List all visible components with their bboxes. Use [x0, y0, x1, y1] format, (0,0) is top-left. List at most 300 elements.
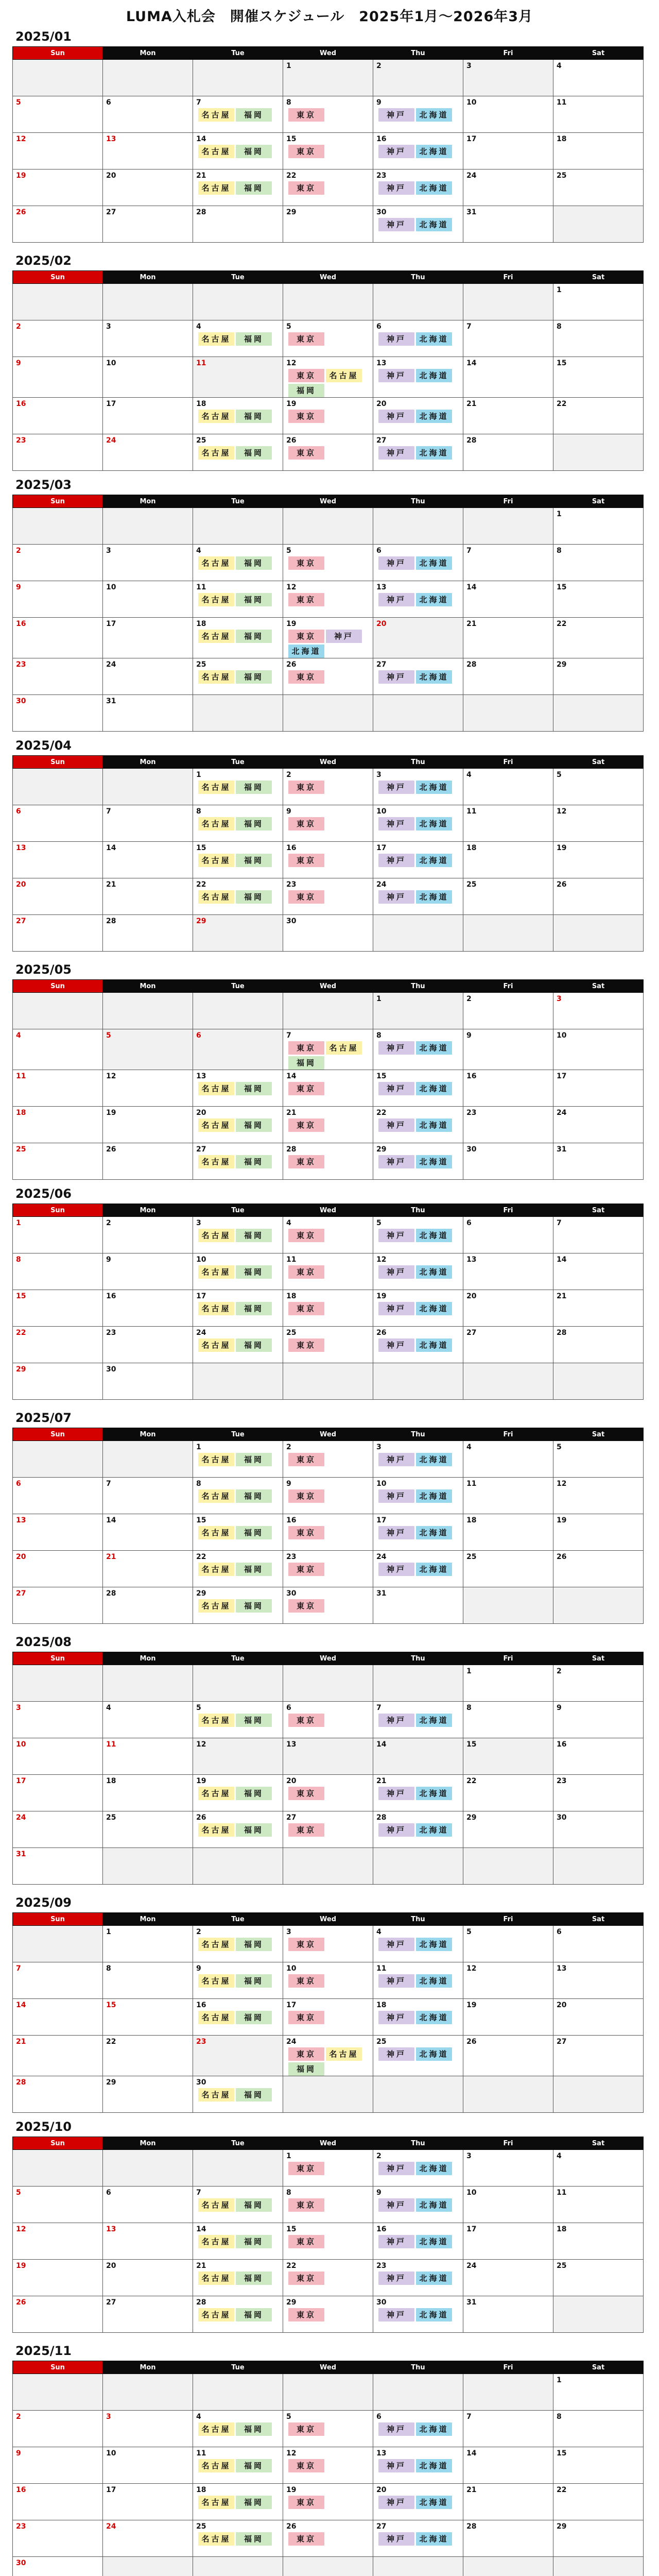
hokkaido-tag: 北海道: [416, 446, 452, 460]
day-cell: [193, 545, 283, 581]
day-number: 19: [16, 172, 26, 180]
event-tags: [373, 180, 463, 195]
weekday-header: Sun: [13, 2361, 103, 2374]
day-number: 8: [557, 547, 562, 555]
day-number: 8: [557, 323, 562, 331]
day-number: 11: [557, 2189, 567, 2197]
nagoya-tag: 名古屋: [198, 2011, 234, 2024]
day-number: 31: [376, 1589, 387, 1598]
day-cell: [463, 2447, 553, 2484]
event-tags: [373, 1713, 463, 1727]
event-tags: [193, 889, 283, 904]
week-row: [13, 2223, 644, 2260]
nagoya-tag: 名古屋: [198, 1155, 234, 1168]
day-cell: [13, 2076, 103, 2113]
day-number: 12: [466, 1964, 477, 1973]
day-cell: [373, 1962, 463, 1999]
fukuoka-tag: 福岡: [236, 1823, 272, 1837]
day-cell: [373, 545, 463, 581]
hokkaido-tag: 北海道: [416, 218, 452, 231]
day-number: 15: [557, 2449, 567, 2458]
day-number: 4: [196, 323, 201, 331]
week-row: [13, 2484, 644, 2520]
day-number: 28: [16, 2078, 26, 2087]
day-cell: [283, 1811, 373, 1848]
month-calendar: [12, 1204, 644, 1400]
day-cell: [193, 769, 283, 805]
day-number: 11: [196, 359, 206, 367]
day-cell: [553, 842, 644, 878]
day-cell: [463, 878, 553, 915]
weekday-header: Thu: [373, 2137, 463, 2150]
day-cell: [463, 320, 553, 357]
empty-cell: [103, 1441, 193, 1478]
tokyo-tag: 東京: [288, 2308, 324, 2321]
weekday-header: Sun: [13, 47, 103, 60]
day-number: 13: [196, 1072, 206, 1080]
empty-cell: [13, 284, 103, 320]
day-cell: [283, 1478, 373, 1514]
day-cell: [103, 398, 193, 434]
fukuoka-tag: 福岡: [236, 2272, 272, 2285]
day-cell: [463, 2260, 553, 2296]
fukuoka-tag: 福岡: [236, 2532, 272, 2546]
day-number: 15: [286, 2225, 297, 2233]
day-number: 22: [16, 1329, 26, 1337]
day-number: 14: [196, 135, 206, 143]
day-cell: [463, 1551, 553, 1587]
week-row: [13, 2374, 644, 2411]
day-cell: [13, 1327, 103, 1363]
event-tags: [193, 1937, 283, 1951]
day-cell: [283, 1327, 373, 1363]
day-number: 1: [286, 2152, 291, 2160]
day-number: 25: [286, 1329, 297, 1337]
day-number: 16: [16, 620, 26, 628]
week-row: [13, 96, 644, 133]
nagoya-tag: 名古屋: [198, 890, 234, 904]
event-tags: [373, 889, 463, 904]
week-row: [13, 2520, 644, 2557]
event-tags: [283, 1337, 373, 1352]
week-row: [13, 1665, 644, 1702]
nagoya-tag: 名古屋: [198, 410, 234, 423]
month-calendar: [12, 46, 644, 243]
weekday-header: Mon: [103, 756, 193, 769]
fukuoka-tag: 福岡: [236, 781, 272, 794]
day-number: 10: [466, 2189, 477, 2197]
day-cell: [103, 878, 193, 915]
day-cell: [103, 581, 193, 618]
day-number: 3: [466, 62, 472, 70]
event-tags: [373, 2495, 463, 2509]
day-number: 29: [196, 917, 206, 925]
day-cell: [373, 434, 463, 471]
day-number: 27: [376, 660, 387, 669]
day-number: 26: [286, 436, 297, 445]
fukuoka-tag: 福岡: [236, 1155, 272, 1168]
week-row: [13, 1253, 644, 1290]
day-cell: [283, 320, 373, 357]
event-tags: [193, 816, 283, 831]
day-cell: [283, 878, 373, 915]
day-cell: [103, 1029, 193, 1070]
event-tags: [193, 853, 283, 867]
week-row: [13, 2187, 644, 2223]
day-cell: [463, 1253, 553, 1290]
day-number: 24: [557, 1109, 567, 1117]
hokkaido-tag: 北海道: [416, 2308, 452, 2321]
day-number: 26: [466, 2038, 477, 2046]
day-cell: [193, 1514, 283, 1551]
day-cell: [193, 2296, 283, 2333]
day-cell: [283, 1999, 373, 2036]
day-number: 13: [376, 583, 387, 591]
day-cell: [553, 357, 644, 398]
day-number: 22: [557, 620, 567, 628]
week-row: [13, 170, 644, 206]
day-cell: [553, 1070, 644, 1107]
nagoya-tag: 名古屋: [198, 1489, 234, 1503]
event-tags: [283, 2010, 373, 2024]
day-cell: [103, 1253, 193, 1290]
day-number: 8: [286, 98, 291, 107]
fukuoka-tag: 福岡: [236, 1302, 272, 1315]
empty-cell: [283, 1848, 373, 1885]
tokyo-tag: 東京: [288, 1302, 324, 1315]
day-cell: [13, 1143, 103, 1180]
week-row: [13, 1363, 644, 1400]
hokkaido-tag: 北海道: [416, 890, 452, 904]
event-tags: [193, 2010, 283, 2024]
week-row: [13, 581, 644, 618]
day-number: 23: [557, 1777, 567, 1785]
day-number: 2: [376, 62, 381, 70]
day-number: 29: [466, 1814, 477, 1822]
tokyo-tag: 東京: [288, 369, 324, 382]
event-tags: [283, 1937, 373, 1951]
kobe-tag: 神戸: [378, 556, 414, 570]
day-cell: [373, 96, 463, 133]
day-number: 11: [466, 807, 477, 816]
month-section: [12, 1184, 644, 1400]
nagoya-tag: 名古屋: [198, 1714, 234, 1727]
week-row: [13, 206, 644, 243]
event-tags: [283, 1081, 373, 1095]
day-cell: [13, 1363, 103, 1400]
day-number: 26: [557, 880, 567, 889]
weekday-header: Wed: [283, 271, 373, 284]
day-number: 18: [106, 1777, 116, 1785]
event-tags: [373, 2307, 463, 2321]
day-cell: [373, 320, 463, 357]
weekday-header: Sun: [13, 495, 103, 508]
empty-cell: [193, 2374, 283, 2411]
weekday-header: Fri: [463, 2137, 553, 2150]
day-number: 30: [286, 917, 297, 925]
weekday-header: Wed: [283, 756, 373, 769]
event-tags: [373, 368, 463, 382]
day-number: 19: [376, 1292, 387, 1300]
month-calendar: [12, 979, 644, 1180]
tokyo-tag: 東京: [288, 2011, 324, 2024]
event-tags: [283, 816, 373, 831]
day-cell: [103, 1217, 193, 1253]
day-number: 24: [376, 1553, 387, 1561]
day-number: 19: [106, 1109, 116, 1117]
event-tags: [283, 889, 373, 904]
event-tags: [283, 629, 373, 658]
nagoya-tag: 名古屋: [198, 630, 234, 643]
day-number: 26: [16, 2298, 26, 2307]
kobe-tag: 神戸: [378, 1338, 414, 1352]
day-number: 27: [106, 208, 116, 216]
day-number: 20: [376, 620, 387, 628]
day-cell: [193, 2260, 283, 2296]
day-cell: [103, 133, 193, 170]
weekday-header: Tue: [193, 1204, 283, 1217]
day-cell: [553, 96, 644, 133]
day-number: 30: [16, 2559, 26, 2567]
event-tags: [283, 1786, 373, 1800]
day-cell: [463, 1029, 553, 1070]
day-cell: [193, 1775, 283, 1811]
day-cell: [283, 1702, 373, 1738]
day-number: 26: [376, 1329, 387, 1337]
day-number: 11: [557, 98, 567, 107]
day-cell: [373, 993, 463, 1029]
event-tags: [193, 1228, 283, 1242]
empty-cell: [103, 2557, 193, 2576]
event-tags: [373, 1154, 463, 1168]
weekday-header-row: [13, 2137, 644, 2150]
week-row: [13, 1587, 644, 1624]
day-cell: [553, 1702, 644, 1738]
hokkaido-tag: 北海道: [416, 2198, 452, 2212]
event-tags: [283, 1525, 373, 1539]
day-number: 8: [106, 1964, 111, 1973]
day-cell: [373, 878, 463, 915]
day-cell: [13, 1738, 103, 1775]
day-number: 19: [286, 620, 297, 628]
fukuoka-tag: 福岡: [236, 1787, 272, 1800]
hokkaido-tag: 北海道: [416, 1489, 452, 1503]
day-cell: [373, 170, 463, 206]
week-row: [13, 805, 644, 842]
day-cell: [193, 1327, 283, 1363]
day-cell: [193, 434, 283, 471]
day-number: 6: [196, 1031, 201, 1040]
day-cell: [103, 434, 193, 471]
nagoya-tag: 名古屋: [326, 2047, 362, 2061]
event-tags: [193, 1154, 283, 1168]
empty-cell: [193, 1363, 283, 1400]
day-number: 25: [466, 880, 477, 889]
day-number: 31: [16, 1850, 26, 1858]
week-row: [13, 2447, 644, 2484]
day-cell: [103, 2223, 193, 2260]
fukuoka-tag: 福岡: [236, 2011, 272, 2024]
fukuoka-tag: 福岡: [236, 1714, 272, 1727]
month-calendar: [12, 2137, 644, 2333]
nagoya-tag: 名古屋: [198, 1302, 234, 1315]
day-cell: [13, 805, 103, 842]
day-number: 27: [376, 436, 387, 445]
day-number: 15: [196, 1516, 206, 1524]
fukuoka-tag: 福岡: [236, 1453, 272, 1466]
hokkaido-tag: 北海道: [416, 2422, 452, 2436]
day-cell: [373, 1999, 463, 2036]
weekday-header: Sat: [553, 980, 644, 993]
weekday-header: Sat: [553, 2361, 644, 2374]
day-cell: [283, 398, 373, 434]
event-tags: [373, 409, 463, 423]
day-cell: [103, 842, 193, 878]
week-row: [13, 1217, 644, 1253]
day-cell: [553, 1217, 644, 1253]
day-number: 12: [16, 135, 26, 143]
day-cell: [13, 1290, 103, 1327]
day-number: 14: [106, 1516, 116, 1524]
weekday-header: Fri: [463, 1652, 553, 1665]
day-number: 30: [557, 1814, 567, 1822]
event-tags: [283, 2234, 373, 2248]
weekday-header: Tue: [193, 271, 283, 284]
kobe-tag: 神戸: [378, 1563, 414, 1576]
hokkaido-tag: 北海道: [416, 1938, 452, 1951]
weekday-header: Mon: [103, 2137, 193, 2150]
empty-cell: [373, 1665, 463, 1702]
hokkaido-tag: 北海道: [416, 1155, 452, 1168]
kobe-tag: 神戸: [378, 2198, 414, 2212]
day-cell: [13, 357, 103, 398]
nagoya-tag: 名古屋: [198, 2496, 234, 2509]
day-number: 3: [286, 1928, 291, 1936]
event-tags: [373, 779, 463, 794]
kobe-tag: 神戸: [378, 2047, 414, 2061]
day-number: 14: [196, 2225, 206, 2233]
day-cell: [283, 2260, 373, 2296]
weekday-header: Sun: [13, 1204, 103, 1217]
day-number: 7: [106, 1480, 111, 1488]
day-cell: [103, 695, 193, 732]
event-tags: [193, 1301, 283, 1315]
day-cell: [103, 2411, 193, 2447]
day-cell: [553, 1441, 644, 1478]
event-tags: [283, 2531, 373, 2546]
day-cell: [373, 658, 463, 695]
day-cell: [463, 1217, 553, 1253]
event-tags: [193, 2495, 283, 2509]
event-tags: [283, 2307, 373, 2321]
day-number: 9: [466, 1031, 472, 1040]
fukuoka-tag: 福岡: [288, 384, 324, 397]
day-cell: [13, 206, 103, 243]
day-cell: [283, 60, 373, 96]
kobe-tag: 神戸: [378, 1714, 414, 1727]
event-tags: [283, 144, 373, 158]
nagoya-tag: 名古屋: [198, 1787, 234, 1800]
empty-cell: [463, 2374, 553, 2411]
hokkaido-tag: 北海道: [416, 2272, 452, 2285]
week-row: [13, 915, 644, 952]
weekday-header-row: [13, 1913, 644, 1926]
event-tags: [283, 1228, 373, 1242]
fukuoka-tag: 福岡: [236, 1526, 272, 1539]
event-tags: [283, 669, 373, 684]
nagoya-tag: 名古屋: [198, 1563, 234, 1576]
hokkaido-tag: 北海道: [416, 2047, 452, 2061]
month-calendar: [12, 1428, 644, 1624]
tokyo-tag: 東京: [288, 1155, 324, 1168]
day-number: 7: [466, 547, 472, 555]
day-cell: [283, 1143, 373, 1180]
day-cell: [13, 1775, 103, 1811]
day-number: 23: [106, 1329, 116, 1337]
fukuoka-tag: 福岡: [236, 890, 272, 904]
event-tags: [193, 629, 283, 643]
event-tags: [283, 2421, 373, 2436]
day-number: 1: [376, 995, 381, 1003]
tokyo-tag: 東京: [288, 1041, 324, 1055]
day-cell: [103, 618, 193, 658]
day-cell: [13, 1962, 103, 1999]
day-cell: [553, 618, 644, 658]
week-row: [13, 1551, 644, 1587]
day-cell: [553, 2260, 644, 2296]
day-cell: [193, 1478, 283, 1514]
day-cell: [373, 2411, 463, 2447]
day-number: 25: [376, 2038, 387, 2046]
day-number: 28: [196, 2298, 206, 2307]
weekday-header: Wed: [283, 2361, 373, 2374]
day-number: 4: [196, 547, 201, 555]
day-number: 19: [557, 844, 567, 852]
kobe-tag: 神戸: [378, 2422, 414, 2436]
day-number: 21: [466, 2486, 477, 2494]
kobe-tag: 神戸: [378, 1118, 414, 1132]
day-number: 3: [466, 2152, 472, 2160]
day-cell: [13, 2223, 103, 2260]
day-cell: [553, 1962, 644, 1999]
day-cell: [373, 1551, 463, 1587]
month-section: [12, 736, 644, 952]
day-cell: [553, 805, 644, 842]
day-number: 14: [557, 1256, 567, 1264]
day-number: 22: [196, 1553, 206, 1561]
day-number: 22: [196, 880, 206, 889]
empty-cell: [373, 2557, 463, 2576]
empty-cell: [103, 769, 193, 805]
day-number: 6: [557, 1928, 562, 1936]
day-cell: [13, 398, 103, 434]
event-tags: [373, 1301, 463, 1315]
week-row: [13, 842, 644, 878]
event-tags: [373, 1228, 463, 1242]
week-row: [13, 2557, 644, 2576]
kobe-tag: 神戸: [378, 181, 414, 195]
day-cell: [553, 1107, 644, 1143]
day-number: 23: [466, 1109, 477, 1117]
event-tags: [283, 1822, 373, 1837]
weekday-header: Mon: [103, 1652, 193, 1665]
day-cell: [103, 2484, 193, 2520]
day-cell: [463, 1962, 553, 1999]
nagoya-tag: 名古屋: [198, 1526, 234, 1539]
day-cell: [283, 2036, 373, 2076]
day-cell: [373, 60, 463, 96]
empty-cell: [463, 2076, 553, 2113]
